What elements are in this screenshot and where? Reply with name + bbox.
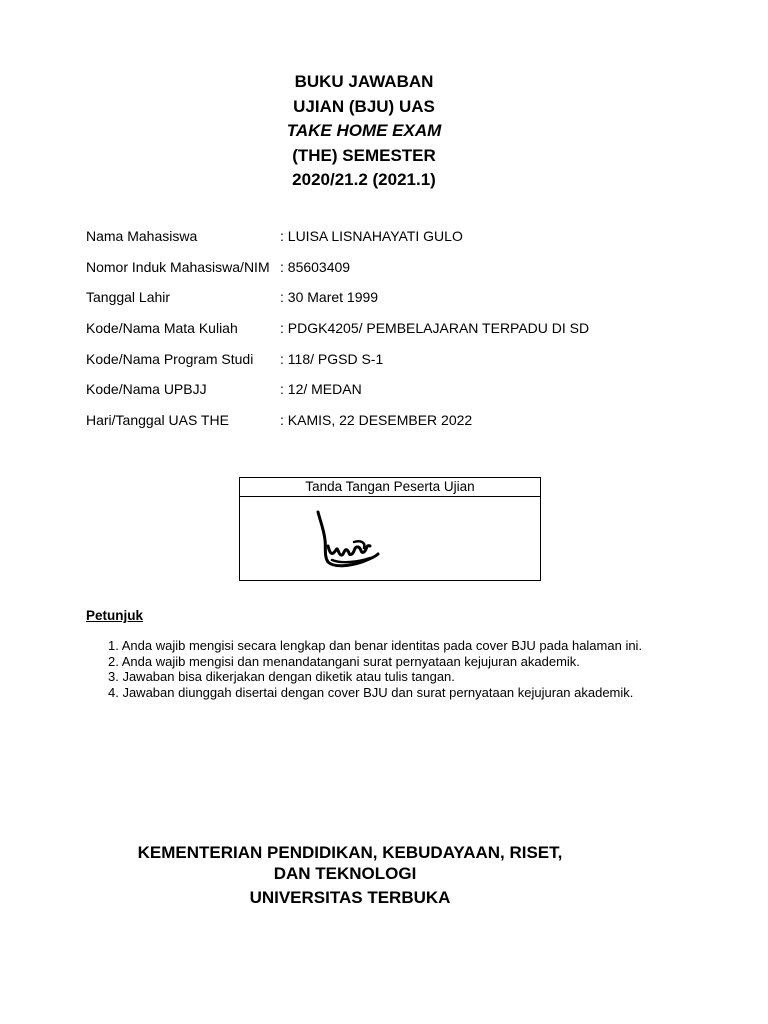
title-line-1: BUKU JAWABAN [294, 72, 434, 91]
identity-label: Nomor Induk Mahasiswa/NIM [86, 258, 270, 275]
identity-value: : 85603409 [280, 258, 351, 275]
instructions-title: Petunjuk [86, 608, 144, 623]
identity-value: : 30 Maret 1999 [280, 289, 379, 306]
signature-image [310, 506, 390, 576]
title-line-2: UJIAN (BJU) UAS [293, 96, 435, 116]
identity-value: : KAMIS, 22 DESEMBER 2022 [280, 412, 473, 429]
identity-value: : LUISA LISNAHAYATI GULO [280, 228, 463, 244]
title-line-3: TAKE HOME EXAM [286, 121, 442, 140]
instruction-item: 3. Jawaban bisa dikerjakan dengan diketik atau tulis tangan. [108, 669, 455, 684]
identity-label: Kode/Nama Mata Kuliah [86, 320, 238, 337]
instruction-item: 2. Anda wajib mengisi dan menandatangani surat pernyataan kejujuran akademik. [108, 653, 580, 669]
instruction-item: 4. Jawaban diunggah disertai dengan cover BJU dan surat pernyataan kejujuran akademik. [108, 684, 634, 700]
identity-label: Nama Mahasiswa [86, 228, 198, 244]
identity-label: Kode/Nama UPBJJ [86, 381, 207, 398]
footer-line-2: DAN TEKNOLOGI [273, 864, 417, 883]
title-line-4: (THE) SEMESTER [292, 145, 436, 165]
instructions-list [108, 638, 642, 700]
identity-value: : 118/ PGSD S-1 [280, 350, 384, 367]
signature-box [239, 477, 541, 581]
institution-footer [0, 842, 700, 908]
identity-label: Hari/Tanggal UAS THE [86, 412, 229, 429]
identity-label: Kode/Nama Program Studi [86, 350, 254, 367]
identity-label: Tanggal Lahir [86, 289, 171, 306]
identity-value: : PDGK4205/ PEMBELAJARAN TERPADU DI SD [280, 320, 590, 337]
title-line-5: 2020/21.2 (2021.1) [292, 170, 436, 189]
identity-value: : 12/ MEDAN [280, 381, 362, 398]
instruction-item: 1. Anda wajib mengisi secara lengkap dan benar identitas pada cover BJU pada halaman ini. [108, 638, 643, 653]
document-title [0, 70, 728, 193]
footer-line-3: UNIVERSITAS TERBUKA [249, 888, 451, 907]
signature-heading: Tanda Tangan Peserta Ujian [240, 478, 540, 497]
footer-line-1: KEMENTERIAN PENDIDIKAN, KEBUDAYAAN, RISET, [137, 843, 563, 862]
